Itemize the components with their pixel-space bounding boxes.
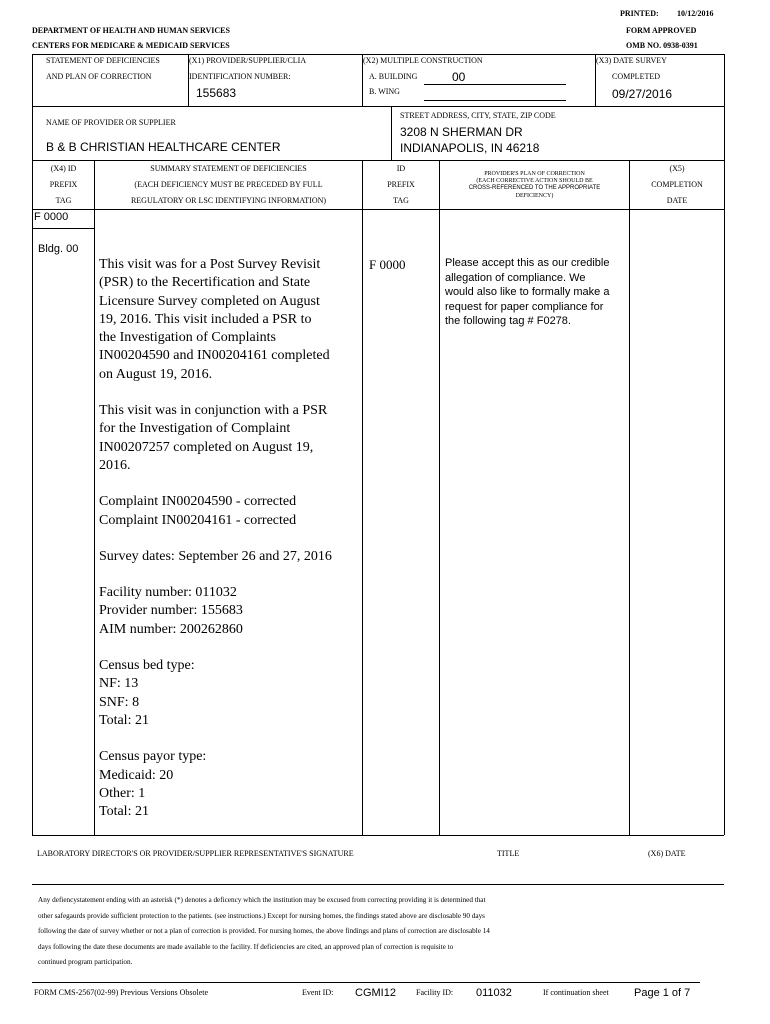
summary-statement bbox=[99, 256, 361, 821]
x2-label: (X2) MULTIPLE CONSTRUCTION bbox=[363, 56, 483, 65]
plan-line: would also like to formally make a bbox=[445, 286, 610, 298]
summary-paragraph: This visit was for a Post Survey Revisit (PSR) to the Recertification and State Licensure Survey completed on August 19, 2016. This visit included a PSR to the Investigation of Complaints IN00204590 and IN00204161 completed on August 19, 2016. bbox=[99, 257, 330, 382]
provider-name-value: B & B CHRISTIAN HEALTHCARE CENTER bbox=[46, 140, 281, 154]
signature-title: TITLE bbox=[497, 849, 520, 858]
building-tag: Bldg. 00 bbox=[38, 243, 79, 255]
disclaimer-line: continued program participation. bbox=[38, 958, 133, 966]
id-header-line3: TAG bbox=[393, 196, 409, 205]
poc-header-line4: DEFICIENCY) bbox=[515, 193, 554, 199]
summary-paragraph: Census bed type: NF: 13 SNF: 8 Total: 21 bbox=[99, 658, 195, 728]
facility-id-label: Facility ID: bbox=[416, 988, 454, 997]
divider-summary bbox=[362, 160, 363, 835]
column-header-bottom-border bbox=[32, 209, 724, 210]
divider-prefix-right bbox=[439, 160, 440, 835]
table-top-border bbox=[32, 54, 724, 55]
left-tag: F 0000 bbox=[34, 211, 69, 223]
wing-label: B. WING bbox=[369, 87, 400, 96]
printed-date: 10/12/2016 bbox=[677, 9, 714, 18]
footer-top-border bbox=[32, 982, 700, 983]
printed-label: PRINTED: bbox=[620, 9, 659, 18]
wing-underline bbox=[424, 100, 566, 101]
x3-label-line2: COMPLETED bbox=[612, 72, 660, 81]
disclaimer-line: following the date of survey whether or not a plan of correction is provided. For nursing homes, the above findings and plans of correction are disclosable 14 bbox=[38, 927, 490, 935]
signature-date: (X6) DATE bbox=[648, 849, 686, 858]
x1-label-line1: (X1) PROVIDER/SUPPLIER/CLIA bbox=[189, 56, 307, 65]
provider-name-label: NAME OF PROVIDER OR SUPPLIER bbox=[46, 118, 176, 127]
signature-label: LABORATORY DIRECTOR'S OR PROVIDER/SUPPLIER REPRESENTATIVE'S SIGNATURE bbox=[37, 849, 354, 858]
table-bottom-border bbox=[32, 835, 724, 836]
omb-number: OMB NO. 0938-0391 bbox=[626, 41, 698, 50]
department-title: DEPARTMENT OF HEALTH AND HUMAN SERVICES bbox=[32, 26, 230, 35]
form-number: FORM CMS-2567(02-99) Previous Versions Obsolete bbox=[34, 988, 209, 997]
summary-header-line1: SUMMARY STATEMENT OF DEFICIENCIES bbox=[150, 164, 307, 173]
id-header-line1: ID bbox=[396, 164, 406, 173]
summary-paragraph: Facility number: 011032 Provider number: 155683 AIM number: 200262860 bbox=[99, 585, 243, 637]
provider-id-value: 155683 bbox=[196, 86, 237, 100]
statement-label-line1: STATEMENT OF DEFICIENCIES bbox=[46, 56, 160, 65]
address-line2: INDIANAPOLIS, IN 46218 bbox=[400, 141, 540, 155]
statement-label-line2: AND PLAN OF CORRECTION bbox=[46, 72, 152, 81]
provider-section-bottom-border bbox=[32, 160, 724, 161]
continuation-label: If continuation sheet bbox=[543, 988, 609, 997]
divider-completion bbox=[629, 160, 630, 835]
top-section-bottom-border bbox=[32, 106, 724, 107]
divider-prefix-left bbox=[94, 160, 95, 835]
summary-header-line2: (EACH DEFICIENCY MUST BE PRECEDED BY FULL bbox=[134, 180, 323, 189]
poc-header-line3: CROSS-REFERENCED TO THE APPROPRIATE bbox=[468, 185, 601, 191]
poc-header-line2: (EACH CORRECTIVE ACTION SHOULD BE bbox=[476, 178, 593, 184]
summary-paragraph: Complaint IN00204590 - corrected Complaint IN00204161 - corrected bbox=[99, 494, 297, 528]
disclaimer bbox=[38, 893, 718, 971]
plan-line: request for paper compliance for bbox=[445, 300, 604, 313]
summary-paragraph: This visit was in conjunction with a PSR for the Investigation of Complaint IN00207257 completed on August 19, 2016. bbox=[99, 403, 328, 473]
poc-header-line1: PROVIDER'S PLAN OF CORRECTION bbox=[484, 171, 585, 177]
plan-of-correction bbox=[445, 256, 627, 329]
disclaimer-line: other safegaurds provide sufficient protection to the patients. (see instructions.) Except for nursing homes, the findings stated above are disclosable 90 days bbox=[38, 911, 485, 920]
form-approved: FORM APPROVED bbox=[626, 26, 697, 35]
survey-completed-date: 09/27/2016 bbox=[612, 87, 673, 101]
plan-line: allegation of compliance. We bbox=[445, 271, 586, 284]
table-right-border bbox=[724, 54, 725, 835]
summary-paragraph: Survey dates: September 26 and 27, 2016 bbox=[99, 548, 332, 564]
left-tag-underline bbox=[32, 228, 94, 229]
plan-line: Please accept this as our credible bbox=[445, 257, 610, 269]
x4-header-line3: TAG bbox=[55, 196, 72, 205]
building-underline bbox=[424, 84, 566, 85]
address-label: STREET ADDRESS, CITY, STATE, ZIP CODE bbox=[400, 111, 556, 120]
building-value: 00 bbox=[452, 70, 466, 84]
address-line1: 3208 N SHERMAN DR bbox=[400, 125, 523, 139]
x4-header-line1: (X4) ID bbox=[50, 164, 77, 173]
event-id-value: CGMI12 bbox=[355, 987, 396, 999]
plan-line: the following tag # F0278. bbox=[445, 315, 571, 327]
building-label: A. BUILDING bbox=[369, 72, 418, 81]
centers-title: CENTERS FOR MEDICARE & MEDICAID SERVICES bbox=[32, 41, 230, 50]
disclaimer-line: days following the date these documents are made available to the facility. If deficiencies are cited, an approved plan of correction is requisite to bbox=[38, 942, 454, 951]
x5-header-line1: (X5) bbox=[669, 164, 685, 173]
id-header-line2: PREFIX bbox=[387, 180, 415, 189]
x4-header-line2: PREFIX bbox=[49, 180, 78, 189]
x5-header-line3: DATE bbox=[666, 196, 688, 205]
x5-header-line2: COMPLETION bbox=[651, 180, 703, 189]
page-number: Page 1 of 7 bbox=[634, 987, 691, 999]
summary-paragraph: Census payor type: Medicaid: 20 Other: 1 Total: 21 bbox=[99, 749, 207, 820]
x1-label-line2: IDENTIFICATION NUMBER: bbox=[189, 72, 291, 81]
right-tag: F 0000 bbox=[369, 257, 406, 272]
signature-bottom-border bbox=[32, 884, 724, 885]
disclaimer-line: Any defiencystatement ending with an asterisk (*) denotes a deficency which the institution may be excused from correcting providing it is determined that bbox=[38, 896, 486, 904]
summary-header-line3: REGULATORY OR LSC IDENTIFYING INFORMATION) bbox=[130, 196, 327, 205]
divider-address bbox=[391, 106, 392, 160]
facility-id-value: 011032 bbox=[476, 987, 512, 999]
event-id-label: Event ID: bbox=[302, 988, 334, 997]
x3-label-line1: (X3) DATE SURVEY bbox=[596, 56, 667, 65]
